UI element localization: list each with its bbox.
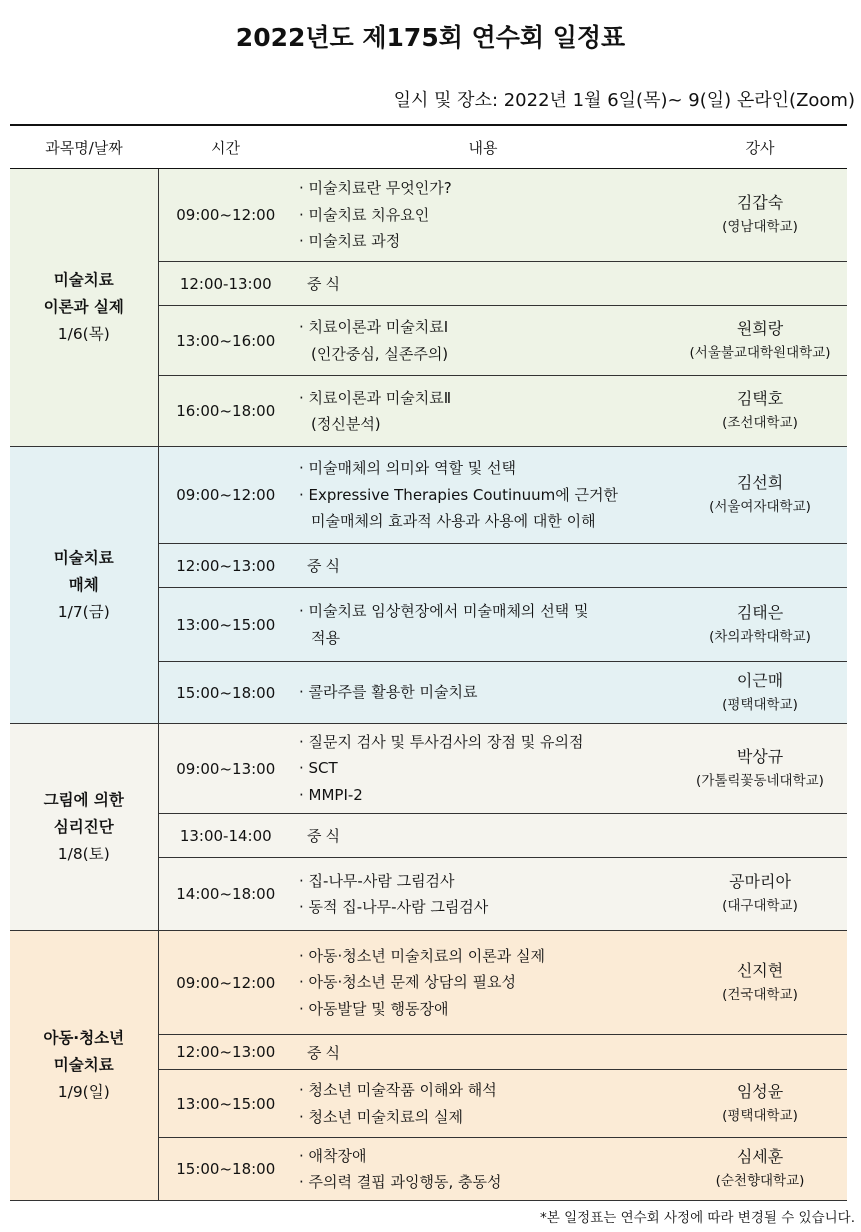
session-content xyxy=(293,724,673,814)
instructor-cell xyxy=(673,376,847,447)
content-line: · 치료이론과 미술치료Ⅱ xyxy=(299,388,452,407)
content-line: · 주의력 결핍 과잉행동, 충동성 xyxy=(299,1173,502,1191)
header-time: 시간 xyxy=(158,125,293,169)
session-time: 09:00~12:00 xyxy=(158,169,293,262)
session-time: 16:00~18:00 xyxy=(158,376,293,447)
content-line: · 미술매체의 의미와 역할 및 선택 xyxy=(299,459,516,478)
instructor-cell xyxy=(673,858,847,931)
subject-title-line2: 미술치료 xyxy=(53,1056,114,1074)
content-line: · 미술치료 치유요인 xyxy=(299,205,430,224)
subject-cell xyxy=(10,447,158,724)
instructor-cell xyxy=(673,1138,847,1201)
subject-title-line1: 미술치료 xyxy=(53,548,114,567)
instructor-name: 원희랑 xyxy=(736,318,784,338)
instructor-affiliation: (평택대학교) xyxy=(722,696,798,713)
header-subject: 과목명/날짜 xyxy=(10,125,158,169)
instructor-affiliation: (영남대학교) xyxy=(722,219,798,235)
lunch-label: 중식 xyxy=(307,275,344,293)
content-line: · 청소년 미술작품 이해와 해석 xyxy=(299,1081,497,1099)
subject-date: 1/7(금) xyxy=(57,602,110,621)
subject-title-line1: 그림에 의한 xyxy=(43,790,124,809)
session-content xyxy=(293,1070,673,1138)
schedule-table xyxy=(10,124,847,1201)
subject-date: 1/8(토) xyxy=(57,844,110,863)
subject-date: 1/6(목) xyxy=(57,325,110,343)
session-row xyxy=(10,931,847,1035)
session-content xyxy=(293,931,673,1035)
instructor-cell xyxy=(673,724,847,814)
instructor-cell xyxy=(673,588,847,662)
instructor-cell xyxy=(673,447,847,544)
session-time: 09:00~12:00 xyxy=(158,931,293,1035)
instructor-name: 공마리아 xyxy=(729,872,791,891)
content-line: · 아동·청소년 문제 상담의 필요성 xyxy=(299,973,516,992)
content-line: · 질문지 검사 및 투사검사의 장점 및 유의점 xyxy=(299,732,584,751)
content-line: · 애착장애 xyxy=(299,1146,367,1165)
content-line: 적용 xyxy=(311,628,340,647)
content-line: · 동적 집-나무-사람 그림검사 xyxy=(299,898,489,916)
schedule-info: 일시 및 장소: 2022년 1월 6일(목)~ 9(일) 온라인(Zoom) xyxy=(393,90,855,111)
lunch-cell xyxy=(293,1035,847,1070)
session-content xyxy=(293,662,673,724)
lunch-label: 중식 xyxy=(307,557,344,575)
subject-title-line2: 매체 xyxy=(68,575,99,594)
content-line: · 치료이론과 미술치료Ⅰ xyxy=(299,318,449,336)
instructor-name: 임성윤 xyxy=(736,1081,784,1101)
session-time: 13:00~15:00 xyxy=(158,588,293,662)
session-time: 13:00-14:00 xyxy=(158,814,293,858)
lunch-cell xyxy=(293,262,847,306)
content-line: · 콜라주를 활용한 미술치료 xyxy=(299,683,478,702)
content-line: (인간중심, 실존주의) xyxy=(311,344,449,363)
instructor-name: 김택호 xyxy=(736,389,784,408)
session-content xyxy=(293,306,673,376)
session-content xyxy=(293,169,673,262)
lunch-label: 중식 xyxy=(307,827,344,845)
instructor-cell xyxy=(673,662,847,724)
lunch-cell xyxy=(293,544,847,588)
instructor-name: 이근매 xyxy=(736,670,784,690)
content-line: · SCT xyxy=(299,759,338,778)
instructor-name: 김갑숙 xyxy=(736,193,784,212)
instructor-affiliation: (대구대학교) xyxy=(722,898,798,914)
session-time: 14:00~18:00 xyxy=(158,858,293,931)
instructor-affiliation: (가톨릭꽃동네대학교) xyxy=(696,772,824,789)
instructor-affiliation: (차의과학대학교) xyxy=(709,628,811,645)
lunch-cell xyxy=(293,814,847,858)
session-time: 15:00~18:00 xyxy=(158,1138,293,1201)
header-row xyxy=(10,125,847,169)
page-title: 2022년도 제175회 연수회 일정표 xyxy=(235,23,626,52)
session-content xyxy=(293,588,673,662)
session-time: 09:00~13:00 xyxy=(158,724,293,814)
instructor-affiliation: (건국대학교) xyxy=(722,986,798,1003)
content-line: · 아동발달 및 행동장애 xyxy=(299,999,449,1018)
content-line: (정신분석) xyxy=(311,415,381,433)
instructor-cell xyxy=(673,1070,847,1138)
session-time: 12:00~13:00 xyxy=(158,1035,293,1070)
instructor-affiliation: (서울불교대학원대학교) xyxy=(689,344,831,361)
session-time: 09:00~12:00 xyxy=(158,447,293,544)
footnote: *본 일정표는 연수회 사정에 따라 변경될 수 있습니다. xyxy=(540,1210,855,1226)
content-line: · 집-나무-사람 그림검사 xyxy=(299,871,455,890)
content-line: · 아동·청소년 미술치료의 이론과 실제 xyxy=(299,946,545,965)
session-content xyxy=(293,1138,673,1201)
instructor-affiliation: (순천향대학교) xyxy=(715,1173,805,1189)
session-row xyxy=(10,169,847,262)
subject-date: 1/9(일) xyxy=(57,1083,110,1101)
session-content xyxy=(293,447,673,544)
content-line: · Expressive Therapies Coutinuum에 근거한 xyxy=(299,485,618,504)
instructor-name: 심세훈 xyxy=(736,1147,784,1166)
instructor-affiliation: (조선대학교) xyxy=(722,415,798,431)
instructor-cell xyxy=(673,306,847,376)
instructor-affiliation: (서울여자대학교) xyxy=(709,499,811,515)
session-time: 12:00-13:00 xyxy=(158,262,293,306)
session-content xyxy=(293,376,673,447)
subject-title-line1: 미술치료 xyxy=(53,271,114,289)
instructor-name: 박상규 xyxy=(736,746,784,766)
session-row xyxy=(10,447,847,544)
session-time: 13:00~16:00 xyxy=(158,306,293,376)
session-row xyxy=(10,724,847,814)
subject-title-line2: 심리진단 xyxy=(53,817,114,836)
instructor-name: 김선희 xyxy=(736,473,784,492)
subject-cell xyxy=(10,169,158,447)
instructor-cell xyxy=(673,931,847,1035)
subject-cell xyxy=(10,724,158,931)
lunch-label: 중식 xyxy=(307,1043,344,1062)
instructor-cell xyxy=(673,169,847,262)
session-content xyxy=(293,858,673,931)
content-line: · 미술치료 과정 xyxy=(299,232,401,251)
subject-title-line1: 아동·청소년 xyxy=(43,1029,125,1047)
content-line: · MMPI-2 xyxy=(299,785,363,804)
header-instructor: 강사 xyxy=(673,125,847,169)
content-line: 미술매체의 효과적 사용과 사용에 대한 이해 xyxy=(311,512,596,531)
instructor-name: 신지현 xyxy=(736,960,784,980)
session-time: 13:00~15:00 xyxy=(158,1070,293,1138)
instructor-affiliation: (평택대학교) xyxy=(722,1107,798,1124)
session-time: 15:00~18:00 xyxy=(158,662,293,724)
subject-title-line2: 이론과 실제 xyxy=(43,298,124,316)
session-time: 12:00~13:00 xyxy=(158,544,293,588)
content-line: · 미술치료란 무엇인가? xyxy=(299,179,452,198)
subject-cell xyxy=(10,931,158,1201)
instructor-name: 김태은 xyxy=(736,602,784,622)
schedule-body xyxy=(10,169,847,1201)
header-content: 내용 xyxy=(293,125,673,169)
content-line: · 청소년 미술치료의 실제 xyxy=(299,1107,463,1126)
content-line: · 미술치료 임상현장에서 미술매체의 선택 및 xyxy=(299,602,589,620)
